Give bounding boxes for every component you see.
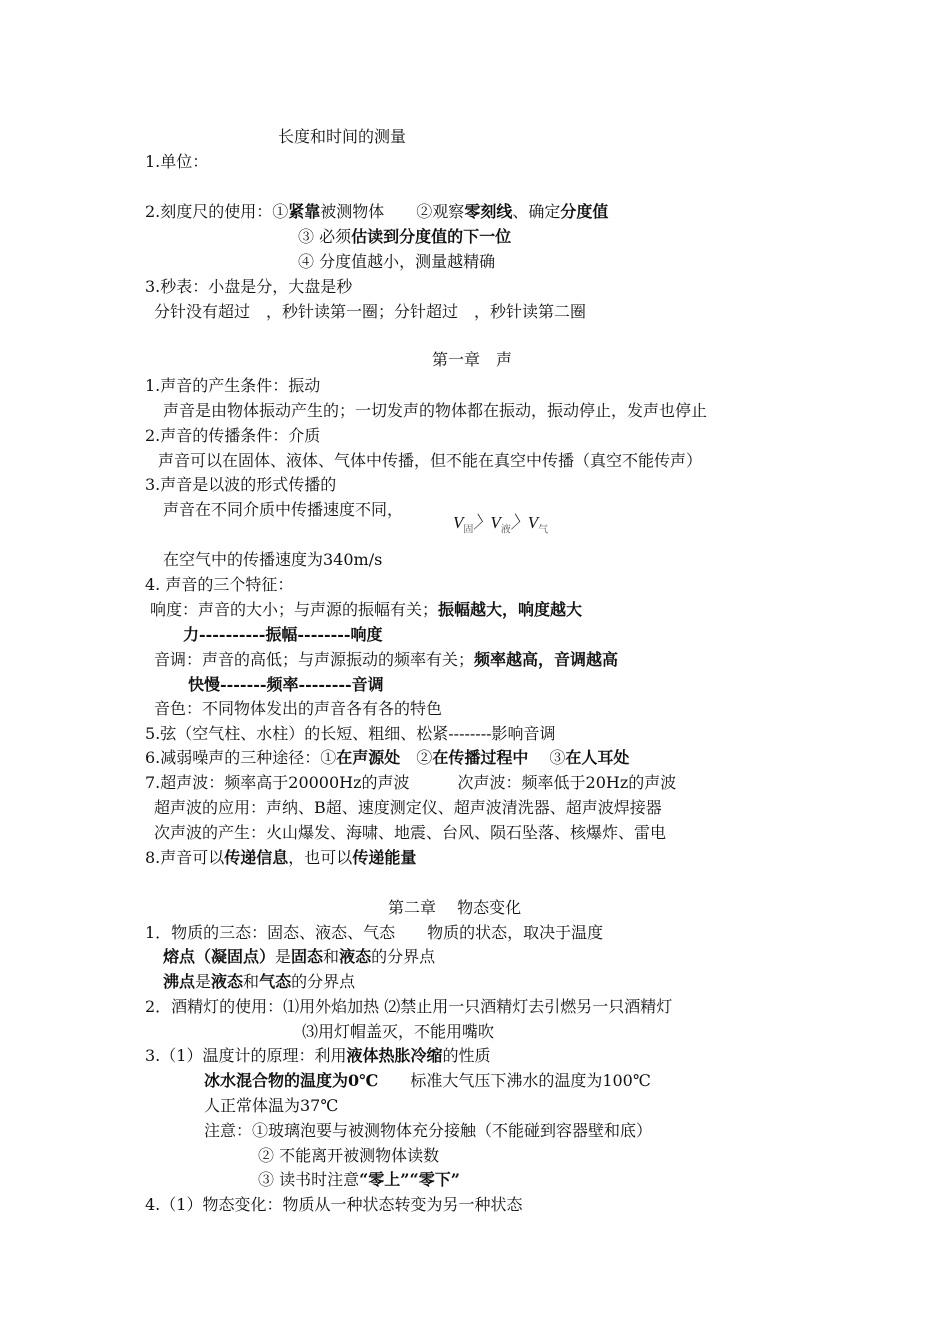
text-line: 6.减弱噪声的三种途径：①在声源处 ②在传播过程中 ③在人耳处 (145, 748, 630, 767)
text-line: 人正常体温为37℃ (204, 1096, 339, 1115)
text-line: 冰水混合物的温度为0℃ 标准大气压下沸水的温度为100℃ (204, 1071, 651, 1090)
text-line: 4.（1）物态变化：物质从一种状态转变为另一种状态 (145, 1195, 523, 1214)
text-line: 5.弦（空气柱、水柱）的长短、粗细、松紧--------影响音调 (145, 724, 556, 743)
text-line: 熔点（凝固点）是固态和液态的分界点 (163, 947, 436, 966)
text-line: ③ 读书时注意“零上”“零下” (258, 1170, 460, 1189)
text-line: 7.超声波：频率高于20000Hz的声波 次声波：频率低于20Hz的声波 (145, 773, 677, 792)
chapter-title-state-change: 第二章 物态变化 (388, 898, 522, 917)
text-line: 1.声音的产生条件：振动 (145, 376, 321, 395)
text-line: 3.（1）温度计的原理：利用液体热胀冷缩的性质 (145, 1046, 491, 1065)
text-line: 分针没有超过 ，秒针读第一圈；分针超过 ，秒针读第二圈 (154, 302, 587, 321)
text-line: ③ 必须估读到分度值的下一位 (298, 227, 512, 246)
text-line: 力----------振幅--------响度 (183, 625, 383, 644)
text-line: ④ 分度值越小，测量越精确 (298, 252, 496, 271)
text-line: 音色：不同物体发出的声音各有各的特色 (154, 699, 443, 718)
text-line: 超声波的应用：声纳、B超、速度测定仪、超声波清洗器、超声波焊接器 (154, 798, 662, 817)
text-line: 音调：声音的高低；与声源振动的频率有关；频率越高，音调越高 (154, 650, 619, 669)
text-line: 响度：声音的大小；与声源的振幅有关；振幅越大，响度越大 (150, 600, 583, 619)
text-line: 沸点是液态和气态的分界点 (163, 972, 356, 991)
text-line: 1.单位： (145, 152, 209, 171)
speed-formula: $V_固$〉$V_液$〉$V_气$ (453, 513, 549, 536)
section-title-measurement: 长度和时间的测量 (278, 127, 407, 146)
text-line: 1．物质的三态：固态、液态、气态 物质的状态，取决于温度 (145, 923, 604, 942)
text-line: 4. 声音的三个特征： (145, 575, 294, 594)
chapter-title-sound: 第一章 声 (432, 350, 513, 369)
text-line: ⑶用灯帽盖灭，不能用嘴吹 (302, 1022, 495, 1041)
text-line: 在空气中的传播速度为340m/s (163, 550, 383, 569)
text-line: 注意：①玻璃泡要与被测物体充分接触（不能碰到容器壁和底） (204, 1121, 653, 1140)
text-line: 声音可以在固体、液体、气体中传播，但不能在真空中传播（真空不能传声） (158, 451, 703, 470)
text-line: 8.声音可以传递信息，也可以传递能量 (145, 848, 417, 867)
text-line: 快慢-------频率--------音调 (188, 675, 384, 694)
text-line: 2.声音的传播条件：介质 (145, 426, 321, 445)
text-line: 3.秒表：小盘是分，大盘是秒 (145, 277, 353, 296)
text-line: 声音在不同介质中传播速度不同， (163, 500, 404, 519)
text-line: 3.声音是以波的形式传播的 (145, 475, 337, 494)
text-line: 次声波的产生：火山爆发、海啸、地震、台风、陨石坠落、核爆炸、雷电 (154, 823, 667, 842)
text-line: 2.刻度尺的使用：①紧靠被测物体 ②观察零刻线、确定分度值 (145, 202, 609, 221)
text-line: 2．酒精灯的使用：⑴用外焰加热 ⑵禁止用一只酒精灯去引燃另一只酒精灯 (145, 997, 673, 1016)
text-line: 声音是由物体振动产生的；一切发声的物体都在振动，振动停止，发声也停止 (163, 401, 708, 420)
text-line: ② 不能离开被测物体读数 (258, 1146, 440, 1165)
